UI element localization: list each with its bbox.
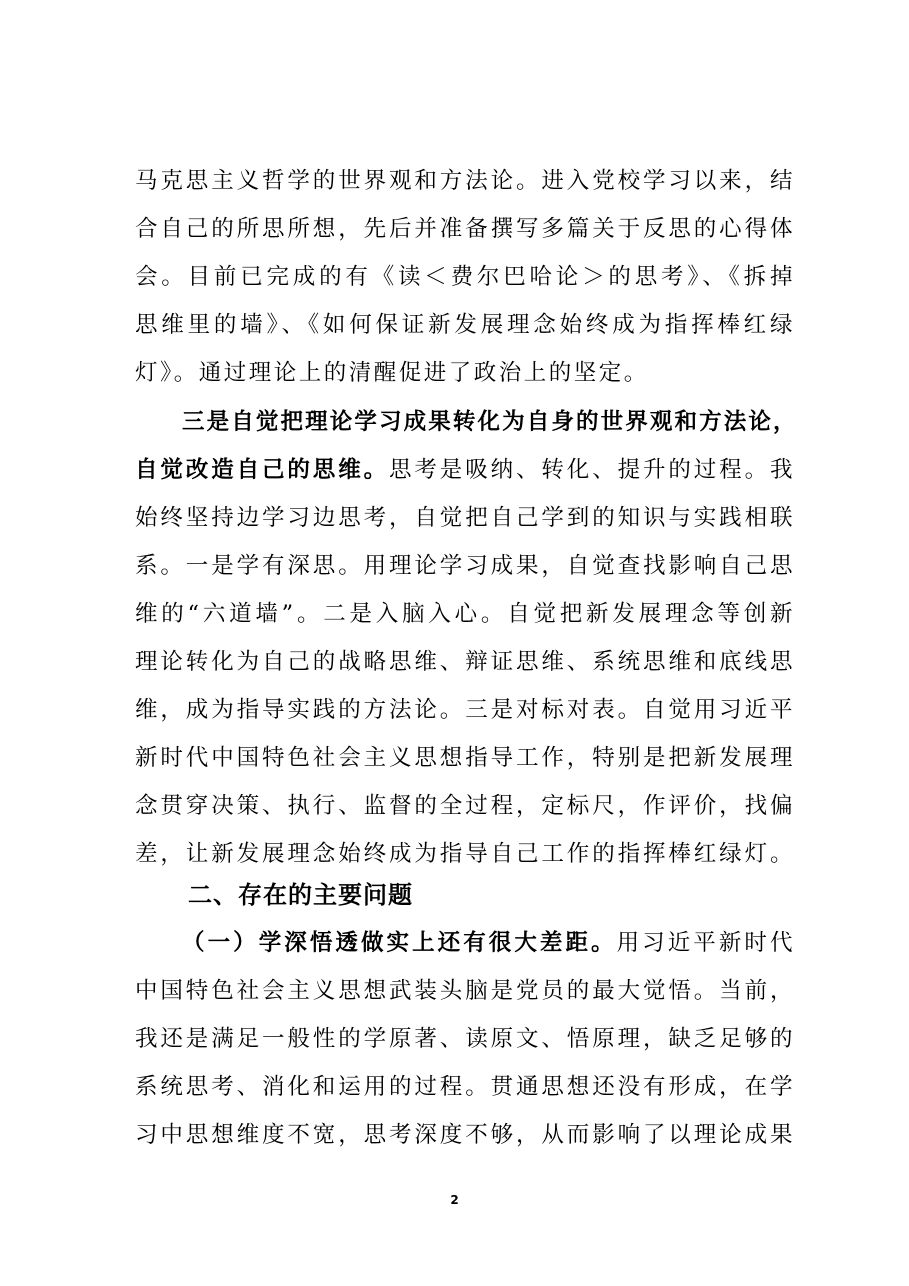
paragraph-text: 思考是吸纳、转化、提升的过程。我 (389, 457, 795, 483)
paragraph-3-lead (182, 919, 795, 967)
paragraph-line: 马克思主义哲学的世界观和方法论。进入党校学习以来，结 (135, 168, 795, 194)
paragraph-line: 合自己的所思所想，先后并准备撰写多篇关于反思的心得体 (135, 216, 795, 242)
paragraph-line: 灯》。通过理论上的清醒促进了政治上的坚定。 (135, 360, 649, 386)
paragraph-line: 我还是满足一般性的学原著、读原文、悟原理，缺乏足够的 (135, 1026, 795, 1052)
paragraph-line: 始终坚持边学习边思考，自觉把自己学到的知识与实践相联 (135, 505, 795, 531)
bold-lead-text: （一）学深悟透做实上还有很大差距。 (182, 930, 617, 956)
paragraph-line: 维的“六道墙”。二是入脑入心。自觉把新发展理念等创新 (135, 601, 795, 627)
paragraph-3 (135, 967, 795, 1159)
paragraph-line: 系。一是学有深思。用理论学习成果，自觉查找影响自己思 (135, 553, 795, 579)
section-heading: 二、存在的主要问题 (188, 881, 413, 909)
paragraph-line: 念贯穿决策、执行、监督的全过程，定标尺，作评价，找偏 (135, 793, 795, 819)
paragraph-line: 习中思想维度不宽，思考深度不够，从而影响了以理论成果 (135, 1122, 795, 1148)
mixed-line (135, 446, 795, 494)
paragraph-text: 用习近平新时代 (616, 930, 795, 956)
paragraph-line: 理论转化为自己的战略思维、辩证思维、系统思维和底线思 (135, 649, 795, 675)
paragraph-line: 思维里的墙》、《如何保证新发展理念始终成为指挥棒红绿 (135, 312, 795, 338)
paragraph-2-lead (182, 398, 797, 446)
paragraph-line: 会。目前已完成的有《读＜费尔巴哈论＞的思考》、《拆掉 (135, 264, 795, 290)
mixed-line (182, 919, 795, 967)
section-heading-block (188, 871, 588, 919)
bold-lead-text: 自觉改造自己的思维。 (135, 457, 389, 483)
paragraph-line: 中国特色社会主义思想武装头脑是党员的最大觉悟。当前， (135, 978, 795, 1004)
paragraph-2 (135, 446, 795, 878)
paragraph-line: 差，让新发展理念始终成为指导自己工作的指挥棒红绿灯。 (135, 841, 795, 867)
paragraph-1 (135, 157, 795, 397)
paragraph-line: 维，成为指导实践的方法论。三是对标对表。自觉用习近平 (135, 697, 795, 723)
paragraph-line: 系统思考、消化和运用的过程。贯通思想还没有形成，在学 (135, 1074, 795, 1100)
bold-lead-line: 三是自觉把理论学习成果转化为自身的世界观和方法论， (182, 409, 797, 435)
paragraph-line: 新时代中国特色社会主义思想指导工作，特别是把新发展理 (135, 745, 795, 771)
page-number: 2 (450, 1193, 459, 1207)
